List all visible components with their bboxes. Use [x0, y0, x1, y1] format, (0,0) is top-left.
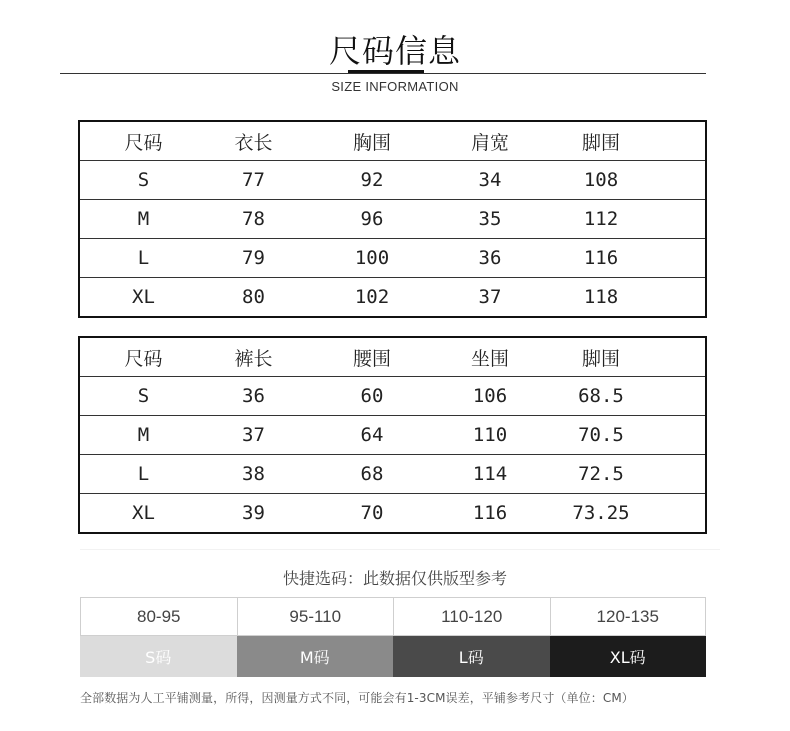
table-cell: 110 — [444, 416, 536, 455]
table-cell: XL — [132, 286, 155, 308]
table-cell: S — [79, 161, 207, 200]
table-cell: 36 — [207, 377, 300, 416]
section-divider — [80, 549, 720, 550]
table-cell: S — [79, 377, 207, 416]
table-row — [79, 494, 706, 534]
table-cell: 78 — [207, 200, 300, 239]
table-cell: M — [79, 416, 207, 455]
footnote: 全部数据为人工平铺测量，所得，因测量方式不同，可能会有1-3CM误差，平铺参考尺寸（单位：CM） — [80, 691, 634, 705]
table-cell: 116 — [472, 502, 508, 524]
empty-cell — [666, 200, 706, 239]
range-cell: 95-110 — [237, 597, 394, 636]
table-row — [79, 455, 706, 494]
size-chip-l: L码 — [393, 636, 550, 677]
header-cell: 衣长 — [207, 121, 300, 161]
table-cell: L — [79, 239, 207, 278]
empty-cell — [666, 278, 706, 318]
empty-cell — [666, 239, 706, 278]
table-cell: 38 — [207, 455, 300, 494]
range-cell: 110-120 — [393, 597, 550, 636]
table-cell: 100 — [300, 239, 444, 278]
table-cell: 106 — [444, 377, 536, 416]
table-cell: L — [79, 455, 207, 494]
table-cell: 112 — [536, 200, 666, 239]
table-header-row — [79, 121, 706, 161]
table-cell: 73.25 — [572, 502, 630, 524]
table-cell: 34 — [444, 161, 536, 200]
header-cell: 坐围 — [444, 337, 536, 377]
header-cell: 脚围 — [536, 121, 666, 161]
table-cell: 72.5 — [536, 455, 666, 494]
table-cell: XL — [132, 502, 155, 524]
empty-cell — [666, 121, 706, 161]
table-cell: 108 — [536, 161, 666, 200]
empty-cell — [666, 455, 706, 494]
quick-select-grid — [80, 597, 706, 677]
quick-select-title: 快捷选码：此数据仅供版型参考 — [282, 569, 507, 588]
header-cell: 腰围 — [300, 337, 444, 377]
empty-cell — [666, 494, 706, 534]
title-rule — [60, 73, 706, 74]
table-cell: 35 — [444, 200, 536, 239]
table-cell: 70.5 — [536, 416, 666, 455]
table-row — [79, 377, 706, 416]
size-chip-s: S码 — [80, 636, 237, 677]
table-cell: 70 — [360, 502, 384, 524]
empty-cell — [666, 161, 706, 200]
table-cell: 36 — [444, 239, 536, 278]
header-cell: 脚围 — [536, 337, 666, 377]
page-title: 尺码信息 — [328, 32, 461, 70]
top-size-table — [78, 120, 707, 318]
page-subtitle: SIZE INFORMATION — [331, 79, 459, 94]
table-cell: 68.5 — [536, 377, 666, 416]
empty-cell — [666, 377, 706, 416]
table-cell: 80 — [242, 286, 265, 308]
table-cell: 39 — [242, 502, 265, 524]
size-chip-m: M码 — [237, 636, 394, 677]
table-cell: 60 — [300, 377, 444, 416]
table-cell: 114 — [444, 455, 536, 494]
table-row — [79, 161, 706, 200]
table-cell: 37 — [207, 416, 300, 455]
table-cell: 77 — [207, 161, 300, 200]
table-cell: 96 — [300, 200, 444, 239]
table-cell: 79 — [207, 239, 300, 278]
title-rule-accent — [348, 70, 424, 73]
empty-cell — [666, 337, 706, 377]
empty-cell — [666, 416, 706, 455]
table-row — [79, 239, 706, 278]
header-cell: 尺码 — [79, 337, 207, 377]
range-cell: 80-95 — [80, 597, 237, 636]
table-row — [79, 416, 706, 455]
bottom-size-table — [78, 336, 707, 534]
range-cell: 120-135 — [550, 597, 707, 636]
header-cell: 尺码 — [79, 121, 207, 161]
table-cell: 64 — [300, 416, 444, 455]
table-cell: M — [79, 200, 207, 239]
table-cell: 68 — [300, 455, 444, 494]
header-cell: 肩宽 — [444, 121, 536, 161]
table-row — [79, 200, 706, 239]
table-cell: 116 — [536, 239, 666, 278]
table-cell: 92 — [300, 161, 444, 200]
table-cell: 102 — [354, 286, 390, 308]
table-row — [79, 278, 706, 318]
header-cell: 胸围 — [300, 121, 444, 161]
table-cell: 118 — [583, 286, 619, 308]
header-cell: 裤长 — [207, 337, 300, 377]
size-chip-xl: XL码 — [550, 636, 707, 677]
table-cell: 37 — [478, 286, 502, 308]
table-header-row — [79, 337, 706, 377]
